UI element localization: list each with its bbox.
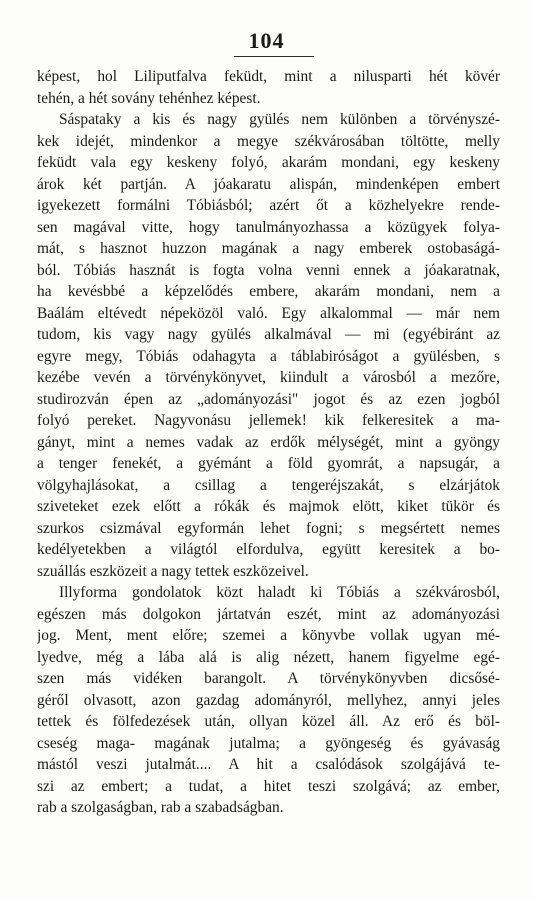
text-line: tudom, kis vagy nagy gyülés alkalmával — mi (egyébiránt az: [37, 326, 500, 343]
text-line: tehén, a hét sovány tehénhez képest.: [37, 89, 261, 107]
text-line: kezébe vevén a törvénykönyvet, kiindult a városból a mezőre,: [37, 369, 500, 386]
text-line: ha kevésbbé a képzelődés embere, akarám mondani, nem a: [37, 283, 500, 300]
text-line: studirozván épen az „adományozási" jogot és az ezen jogból: [37, 390, 500, 408]
text-line: képest, hol Liliputfalva feküdt, mint a nilusparti hét kövér: [37, 68, 500, 85]
body-text: [37, 66, 500, 819]
text-line: folyó pereket. Nagyvonásu jellemek! kik felkeresitek a ma-: [37, 412, 500, 429]
text-line: gányt, mint a nemes vadak az erdők mélységét, mint a gyöngy: [37, 433, 500, 451]
text-line: szurkos csizmával egyformán lehet fogni; s megsértett nemes: [37, 519, 500, 537]
text-line: szuállás eszközeit a nagy tettek eszközeivel.: [37, 562, 309, 580]
text-line: egyre megy, Tóbiás odahagyta a táblabiróságot a gyülésben, s: [37, 347, 500, 365]
text-line: jog. Ment, ment előre; szemei a könyvbe vollak ugyan mé-: [37, 627, 500, 644]
text-line: igyekezett formálni Tóbiásból; azért őt a közhelyekre rende-: [37, 197, 500, 214]
text-line: kedélyetekben a világtól elfordulva, együtt keresitek a bo-: [37, 541, 500, 558]
text-line: sziveteket ezek előtt a rókák és majmok elött, kiket tükör és: [37, 498, 500, 515]
text-line: tettek és fölfedezések után, ollyan közel áll. Az erő és böl-: [37, 713, 500, 730]
header-rule: [234, 56, 314, 57]
text-line: mát, s hasznot huzzon magának a nagy emberek ostobaságá-: [37, 240, 500, 257]
text-line: kek idejét, mindenkor a megye székvárosában töltötte, melly: [37, 132, 500, 150]
text-line: árok két partján. A jóakaratu alispán, mindenképen embert: [37, 175, 500, 193]
text-line: egészen más dolgokon jártatván eszét, mint az adományozási: [37, 605, 500, 623]
page-number: 104: [248, 28, 285, 53]
text-line: cseség maga- magának jutalma; a gyöngeség és gyávaság: [37, 734, 500, 752]
text-line: feküdt vala egy keskeny folyó, akarám mondani, egy keskeny: [37, 154, 500, 171]
text-line: sen magával vitte, hogy tanulmányozhassa a közügyek folya-: [37, 218, 500, 236]
text-line: rab a szolgaságban, rab a szabadságban.: [37, 799, 284, 816]
text-line: a tenger fenekét, a gyémánt a föld gyomrát, a napsugár, a: [37, 455, 500, 472]
text-line: mástól veszi jutalmát.... A hit a csalódások szolgájává te-: [37, 756, 500, 773]
text-line: szi az embert; a tudat, a hitet teszi szolgává; az ember,: [37, 777, 500, 795]
text-line: Illyforma gondolatok közt haladt ki Tóbiás a székvárosból,: [59, 584, 500, 601]
text-line: szen más vidéken barangolt. A törvénykönyvben dicsősé-: [37, 670, 500, 687]
text-line: Sáspataky a kis és nagy gyülés nem különben a törvényszé-: [59, 111, 500, 128]
text-line: Baálám eltévedt népeközöl való. Egy alkalommal — már nem: [37, 304, 500, 322]
text-line: völgyhajlásokat, a csillag a tengeréjszakát, s elzárjátok: [37, 476, 500, 494]
text-line: lyedve, még a lába alá is alig nézett, hanem figyelme egé-: [37, 648, 500, 666]
text-line: ból. Tóbiás hasznát is fogta volna venni ennek a jóakaratnak,: [37, 261, 500, 279]
text-line: géről olvasott, azon gazdag adományról, mellyhez, annyi jeles: [37, 691, 500, 709]
